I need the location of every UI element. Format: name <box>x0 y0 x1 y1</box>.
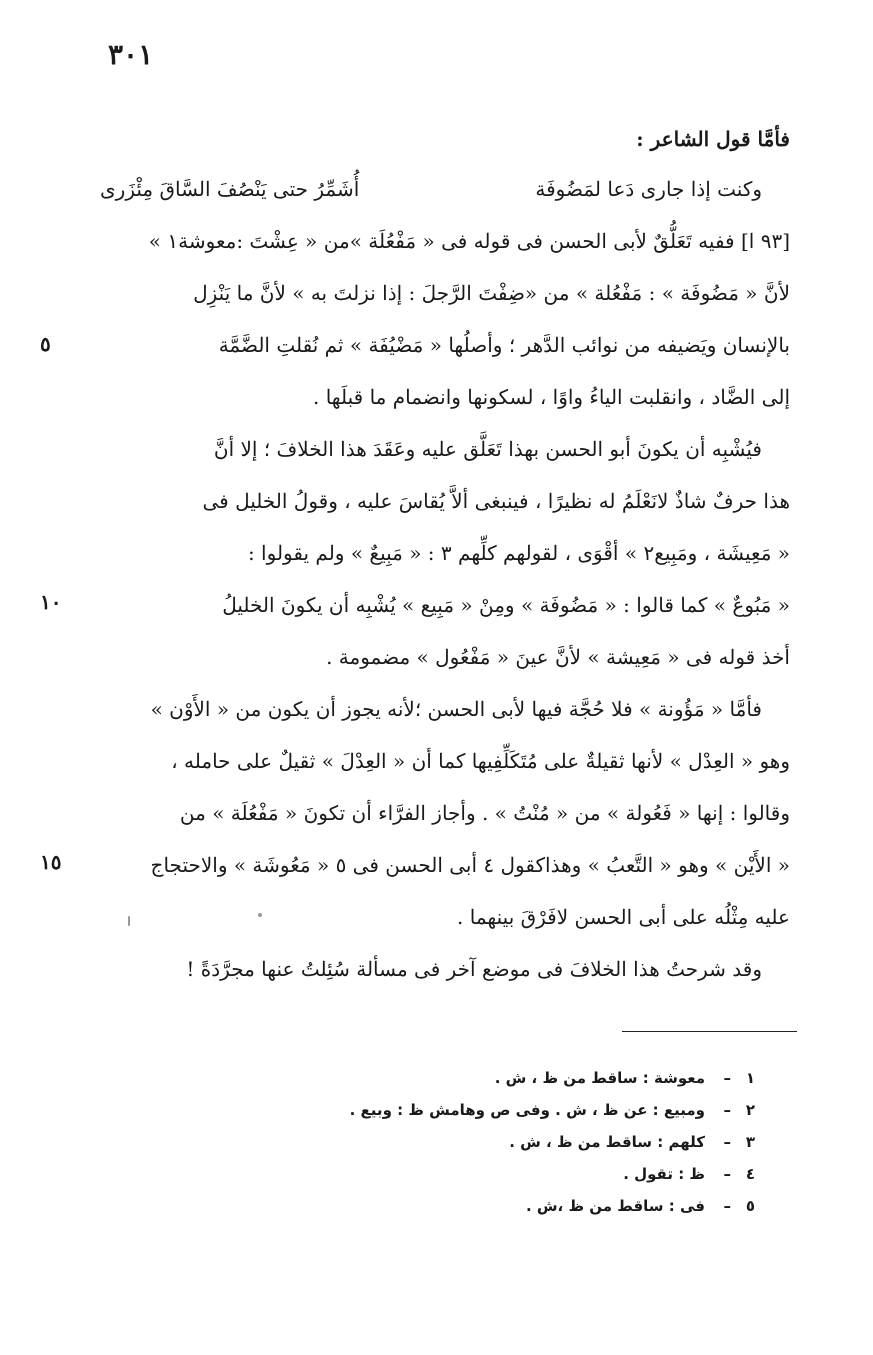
paragraph-start: فأمَّا « مَؤُونة » فلا حُجَّة فيها لأبى الحسن ؛لأنه يجوز أن يكون من « الأَوْن » <box>150 697 762 721</box>
text-line: « الأَيْن » وهو « التَّعبُ » وهذاكقول ٤ أبى الحسن فى ٥ « مَعُوشَة » والاحتجاج <box>150 853 790 877</box>
ink-speck <box>258 913 262 917</box>
poem-second-hemistich: أُشَمِّرُ حتى يَنْصُفَ السَّاقَ مِئْزَرى <box>100 177 360 201</box>
text-line: هذا حرفٌ شاذٌ لانَعْلَمُ له نظيرًا ، فينبغى ألاَّ يُقاسَ عليه ، وقولُ الخليل فى <box>202 489 790 513</box>
text-line: وهو « العِدْل » لأنها ثقيلةٌ على مُتَكَلِّفِيها كما أن « العِدْلَ » ثقيلٌ على حامله ، <box>171 749 790 773</box>
footnote-text: ومبيع : عن ظ ، ش . وفى ص وهامش ظ : وبيع . <box>349 1101 705 1119</box>
section-heading: فأمَّا قول الشاعر : <box>636 127 790 151</box>
footnote-item <box>300 1062 755 1094</box>
footnote-item <box>300 1126 755 1158</box>
footnote-dash: – <box>723 1101 731 1119</box>
footnote-number: ١ <box>745 1069 755 1087</box>
footnote-text: كلهم : ساقط من ظ ، ش . <box>509 1133 705 1151</box>
footnote-dash: – <box>723 1069 731 1087</box>
page-number: ٣٠١ <box>108 38 154 71</box>
text-line: [٩٣ ا] ففيه تَعَلُّقٌ لأبى الحسن فى قوله فى « مَفْعُلَة »من « عِشْتَ :معوشة١ » <box>148 229 790 253</box>
footnote-text: معوشة : ساقط من ظ ، ش . <box>494 1069 705 1087</box>
main-text <box>100 115 790 995</box>
text-line: « مَعِيشَة ، ومَبِيع٢ » أقْوَى ، لقولهم كلِّهم ٣ : « مَبِيعٌ » ولم يقولوا : <box>247 541 790 565</box>
footnote-number: ٥ <box>745 1197 755 1215</box>
text-line: عليه مِثْلُه على أبى الحسن لافَرْقَ بينهما . <box>457 905 790 929</box>
footnote-item <box>300 1158 755 1190</box>
text-line: « مَبُوعٌ » كما قالوا : « مَضُوفَة » ومِنْ « مَبِيع » يُشْبِه أن يكونَ الخليلُ <box>222 593 790 617</box>
footnote-number: ٤ <box>745 1165 755 1183</box>
footnote-item <box>300 1094 755 1126</box>
poem-first-hemistich: وكنت إذا جارى دَعا لمَضُوفَة <box>535 177 762 201</box>
footnote-number: ٢ <box>745 1101 755 1119</box>
paragraph-start: وقد شرحتُ هذا الخلافَ فى موضع آخر فى مسألة سُئِلتُ عنها مجرَّدَةً ! <box>186 957 762 981</box>
footnote-separator <box>622 1031 797 1032</box>
footnote-text: فى : ساقط من ظ ،ش . <box>525 1197 705 1215</box>
footnotes <box>300 1062 755 1222</box>
line-number-15: ١٥ <box>40 850 62 874</box>
paragraph-start: فيُشْبِه أن يكونَ أبو الحسن بهذا تَعَلَّق عليه وعَقَدَ هذا الخلافَ ؛ إلا أنَّ <box>213 437 762 461</box>
footnote-number: ٣ <box>745 1133 755 1151</box>
line-number-5: ٥ <box>40 332 51 356</box>
footnote-dash: – <box>723 1165 731 1183</box>
text-line: بالإنسان ويَضيفه من نوائب الدَّهر ؛ وأصلُها « مَضْيُفَة » ثم نُقلتِ الضَّمَّة <box>218 333 790 357</box>
line-number-10: ١٠ <box>40 590 62 614</box>
footnote-dash: – <box>723 1133 731 1151</box>
text-line: إلى الضَّاد ، وانقلبت الياءُ واوًا ، لسكونها وانضمام ما قبلَها . <box>312 385 790 409</box>
poem-verse <box>100 163 790 215</box>
footnote-dash: – <box>723 1197 731 1215</box>
footnote-text: ظ : تقول . <box>623 1165 705 1183</box>
ink-speck <box>128 916 130 926</box>
text-line: أخذ قوله فى « مَعِيشة » لأنَّ عينَ « مَفْعُول » مضمومة . <box>326 645 790 669</box>
footnote-item <box>300 1190 755 1222</box>
text-line: وقالوا : إنها « فَعُولة » من « مُنْتُ » . وأجاز الفرَّاء أن تكونَ « مَفْعُلَة » من <box>179 801 790 825</box>
text-line: لأنَّ « مَضُوفَة » : مَفْعُلة » من «ضِفْتَ الرَّجلَ : إذا نزلتَ به » لأنَّ ما يَنْزِل <box>193 281 790 305</box>
